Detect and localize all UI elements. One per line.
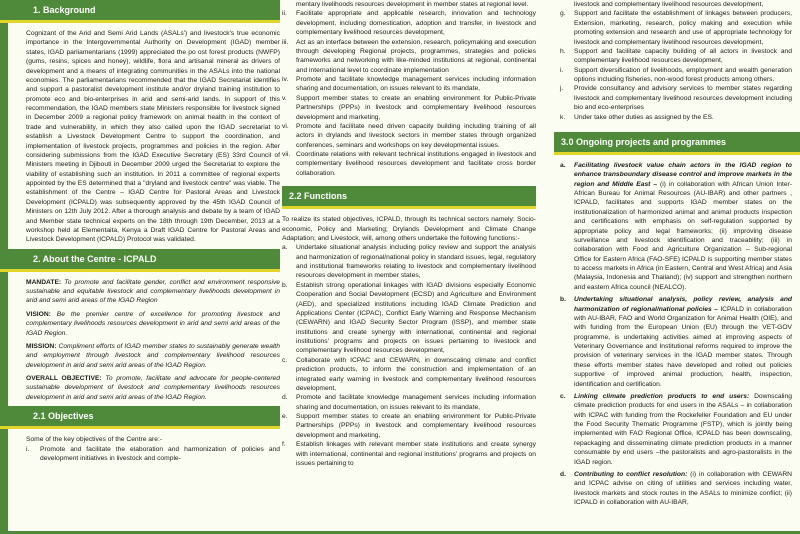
list-item bbox=[560, 295, 792, 389]
item-number: vii. bbox=[282, 151, 291, 158]
column-3 bbox=[560, 0, 792, 510]
item-number: e. bbox=[282, 413, 288, 420]
item-number: k. bbox=[560, 113, 566, 121]
list-item bbox=[560, 470, 792, 508]
background-paragraph: Cognizant of the Arid and Semi Arid Lands (ASALs') and livestock's true economic importance in the Intergovernmental Authority on Development (IGAD) member states, IGAD parliamentarians (1999) appreciated the po ost forest products (NWFP) (gums, resins, spices and honey), wildlife, flora and artisanal mineral as drivers of development and a means of integrating communities in the ASALs into the national economies. The parliamentarians recommended that the IGAD Secretariat identifies and support a pastoralist development institute and/or dryland training institution to promote eco and bio-enterprises in arid and semi-arid lands. In support of this recommendation, the IGAD members state Ministers responsible for livestock signed in December 2009 a regional policy framework on animal health in the context of trade and vulnerability, in which they also called upon the IGAD secretariat to establish a Livestock Development Centre to support the coordination, and implementation of livestock projects, programmes and policies in the region. After considering submissions from the IGAD Executive Secretary (ES) 33rd Council of Ministers meeting in Djibouti in December 2009 urged the Secretariat to explore the viability of establishing such an institution. In 2011 a committee of regional experts appointed by the ES determined that a "dryland and livestock centre" was viable. The establishment of the Centre – IGAD Centre for Pastoral Areas and Livestock Development (ICPALD) was subsequently approved by the 45th IGAD Council of Ministers on 12th July 2012. After a thorough analysis and debate by a team of IGAD and Member state technical experts on the 18th through 19th December, 2013 at a workshop held at Elementaita, Kenya a Draft IGAD Centre for Pastoral Areas and Livestock Development (ICPALD) Protocol was validated. bbox=[26, 30, 280, 244]
item-body: (i) in collaboration with African Union Inter-African Bureau for Animal Resources (AU-IBAR) and other partners , ICPALD, facilitates and supports IGAD member states on the institutionalization of harmonized animal and animal products inspection and certifications with emphasis on self-regulation supported by appropriate policy and legal frameworks; (ii) improving disease surveillance and livestock identification and traceability; (iii) in collaboration with Food and Agriculture Organization – Sub-regional Office for Eastern Africa (FAO-SFE) ICPALD is supporting member states to access markets in Africa (in Eastern, Central and West Africa) and Asia (Malaysia, Indonesia and Thailand); (iv) support and strengthen northern and eastern Africa council (NEALCO). bbox=[574, 180, 792, 291]
list-item bbox=[282, 356, 536, 394]
list-item bbox=[560, 392, 792, 467]
item-number: a. bbox=[282, 244, 288, 252]
list-item bbox=[282, 94, 536, 122]
mandate-label: MANDATE: bbox=[26, 278, 62, 286]
item-text: livestock and complementary livelihood resources development, bbox=[574, 1, 764, 8]
list-item bbox=[282, 75, 536, 94]
item-text: Promote and facilitate knowledge management services including information sharing and documentation, on issues relevant to its mandate, bbox=[296, 394, 536, 411]
objectives-heading: 2.1 Objectives bbox=[0, 406, 280, 429]
item-text: Support member states to create an enabling environment for Public-Private Partnerships (PPPs) in livestock and complementary livelihood resources development and marketing, bbox=[296, 413, 536, 439]
item-text: Promote and facilitate the elaboration and harmonization of policies and development initiatives in livestock and comple- bbox=[40, 445, 280, 462]
item-number: c. bbox=[560, 392, 566, 400]
list-item bbox=[560, 113, 792, 122]
objectives-intro: Some of the key objectives of the Centre are:- bbox=[26, 436, 163, 444]
item-text: Support member states to create an enabling environment for Public-Private Partnerships (PPPs) in livestock and complementary livelihood resources development and marketing, bbox=[296, 94, 536, 121]
item-number: vi. bbox=[282, 122, 289, 130]
item-text: Undertake situational analysis including policy review and support the analysis and harmonization of regional/national policy in standard issues, legal, regulatory and institutional frameworks relating to livestock and complementary livelihood resources development in member states, bbox=[296, 244, 536, 280]
list-item bbox=[282, 243, 536, 281]
item-text: mentary livelihoods resources development in member states at regional level. bbox=[296, 1, 529, 8]
item-number: h. bbox=[560, 47, 566, 55]
item-body: Downscaling climate prediction products for end users in the ASALs – in collaboration with ICPAC with funding from the Rockefeller Foundation and EU under the Food Security Thematic Programme (FSTP), which is jointly being implemented with FAO Regional Office, ICPALD has been downscaling, repackaging and disseminating climate prediction products in a manner consumable by end users –the pastoralists and agro-pastoralists in the IGAD region. bbox=[574, 392, 792, 466]
mission-text: Compliment efforts of IGAD member states to sustainably generate wealth and employment through livestock and complementary livelihood resources development in arid and semi arid areas of the IGAD Region. bbox=[26, 342, 281, 369]
list-item bbox=[282, 412, 536, 440]
item-text: Facilitate appropriate and applicable research, innovation and technology development, including domestication, adoption and transfer, in livestock and complementary livelihood resources development, bbox=[296, 10, 536, 37]
item-text bbox=[574, 161, 792, 292]
item-title: Contributing to conflict resolution: bbox=[574, 470, 688, 478]
list-item bbox=[560, 161, 792, 292]
functions-heading: 2.2 Functions bbox=[282, 186, 536, 209]
item-number: d. bbox=[282, 394, 288, 402]
item-text: Support and facilitate capacity building of all actors in livestock and complementary livelihood resources development, bbox=[574, 47, 792, 65]
mission bbox=[26, 342, 280, 370]
column-1 bbox=[0, 0, 280, 463]
about-heading: 2. About the Centre - ICPALD bbox=[0, 249, 280, 272]
item-number: c. bbox=[282, 356, 288, 364]
item-number: j. bbox=[560, 85, 564, 93]
item-title: Undertaking situational analysis, policy review, analysis and harmonization of regional/national policies – bbox=[574, 296, 792, 313]
item-number: b. bbox=[282, 281, 288, 289]
list-item bbox=[560, 66, 792, 85]
item-text: Support and facilitate the establishment of linkages between producers, Extension, marketing, research, policy making and execution while promoting extension and research and use of appropriate technology for livestock and complementary livelihood resources development, bbox=[574, 10, 792, 46]
mandate bbox=[26, 278, 280, 306]
functions-intro: To realize its stated objectives, ICPALD, through its technical sectors namely: Socio-economic, Policy and Marketing; Drylands Development and Climate Change Adaptation; and Livestock, will, among others undertake the following functions:- bbox=[282, 216, 536, 242]
list-item bbox=[282, 393, 536, 412]
list-item bbox=[282, 0, 536, 9]
item-title: Linking climate prediction products to end users: bbox=[574, 392, 750, 400]
list-item bbox=[282, 38, 536, 76]
list-item bbox=[560, 84, 792, 112]
item-text: Establish strong operational linkages with IGAD divisions especially Economic Cooperation and Social Development (ECSD) and Agriculture and Environment (AED), and specialized institutions including IGAD Climate Prediction and Applications Center (ICPAC), Conflict Early Warning and Response Mechanism (CEWARN) and IGAD Security Sector Program (ISSP), and member state institutions and create synergy with international, continental and regional institutions' programs and projects on issues pertaining to livestock and complementary livelihood resources development, bbox=[296, 281, 536, 355]
objective-label: OVERALL OBJECTIVE: bbox=[26, 375, 102, 382]
item-number: d. bbox=[560, 470, 566, 478]
item-text: Support diversification of livelihoods, employment and wealth generation options including fisheries, non-wood forest products among others. bbox=[574, 66, 792, 83]
vision-text: Be the premier centre of excellence for promoting livestock and complementary livelihoods resources development in arid and semi arid areas of the IGAD Region. bbox=[26, 310, 280, 337]
list-item bbox=[560, 47, 792, 66]
item-text: Promote and facilitate need driven capacity building including training of all actors in drylands and livestock sectors in member states through organized conferences, seminars and workshops on key developmental issues. bbox=[296, 122, 536, 149]
list-item bbox=[282, 9, 536, 37]
vision bbox=[26, 310, 280, 338]
vision-label: VISION: bbox=[26, 310, 51, 318]
item-text: Coordinate relations with relevant technical institutions engaged in livestock and complementary livelihood resources development and facilitate cross border collaboration. bbox=[296, 151, 536, 177]
item-body: ICPALD in collaboration with AU-IBAR, FAO and World Organization for Animal Health (OIE), and with funding from the European Union (EU) through the VET-GOV programme, is undertaking activities aimed at improving aspects of Veterinary Governance and Institutional reforms required to improve the provision of veterinary services in the IGAD member states. Through these efforts member states have developed and rolled out policies supportive of improved animal production, health, inspection, identification and certification. bbox=[574, 305, 792, 388]
item-body: (i) in collaboration with CEWARN and ICPAC advise on citing of utilities and services including water, livestock markets and stock routes in the ASALs to minimize conflict; (ii) ICPALD in collaboration with AU-IBAR, bbox=[574, 470, 792, 506]
item-number: iii. bbox=[282, 38, 289, 46]
mission-label: MISSION: bbox=[26, 342, 57, 350]
item-number: i. bbox=[26, 445, 30, 453]
item-number: a. bbox=[560, 161, 566, 169]
item-number: g. bbox=[560, 10, 566, 18]
item-title: Facilitating livestock value chain actors in the IGAD region to enhance transboundary disease control and improve markets in the region and Middle East – bbox=[574, 161, 792, 188]
item-number: b. bbox=[560, 296, 566, 304]
item-number: f. bbox=[282, 441, 286, 449]
item-text: Under take other duties as assigned by the ES. bbox=[574, 113, 714, 121]
item-text: Establish linkages with relevant member state institutions and create synergy with international, continental and regional institutions' programs and projects on issues pertaining to bbox=[296, 441, 536, 467]
mandate-text: To promote and facilitate gender, conflict and environment responsive sustainable and equitable livestock and complementary livelihoods development in arid and semi arid areas of the IGAD Region bbox=[26, 278, 281, 305]
column-2 bbox=[282, 0, 536, 468]
item-number: i. bbox=[560, 66, 564, 74]
objective-text: To promote, facilitate and advocate for people-centered sustainable development of livestock and complementary livelihoods resources development in arid and semi arid areas of the IGAD Region. bbox=[26, 375, 280, 401]
overall-objective bbox=[26, 374, 280, 402]
item-text bbox=[574, 392, 792, 467]
list-item bbox=[26, 445, 280, 464]
item-text: Provide consultancy and advisory services to member states regarding livestock and complementary livelihood resources development including bio and eco-enterprises bbox=[574, 85, 792, 112]
list-item bbox=[560, 9, 792, 47]
projects-heading: 3.0 Ongoing projects and programmes bbox=[554, 132, 800, 155]
list-item bbox=[282, 281, 536, 356]
background-heading: 1. Background bbox=[0, 0, 280, 23]
item-number: iv. bbox=[282, 76, 289, 83]
item-number: v. bbox=[282, 94, 287, 102]
item-text bbox=[574, 470, 792, 508]
list-item bbox=[282, 122, 536, 150]
list-item bbox=[282, 150, 536, 178]
item-text: Promote and facilitate knowledge management services including information sharing and documentation, on issues relevant to its mandate, bbox=[296, 76, 536, 93]
item-text: Act as an interface between the extension, research, policymaking and execution through developing Regional projects, programmes, strategies and policies frameworks and networking with like-minded institutions at regional, continental and international level to coordinate implementation bbox=[296, 38, 536, 74]
item-number: ii. bbox=[282, 10, 287, 18]
list-item bbox=[282, 440, 536, 468]
list-item bbox=[560, 0, 792, 9]
item-text: Collaborate with ICPAC and CEWARN, in downscaling climate and conflict prediction products, to inform the construction and implementation of an integrated early warning in livestock and complementary livelihood resources development, bbox=[296, 356, 536, 392]
item-text bbox=[574, 295, 792, 389]
